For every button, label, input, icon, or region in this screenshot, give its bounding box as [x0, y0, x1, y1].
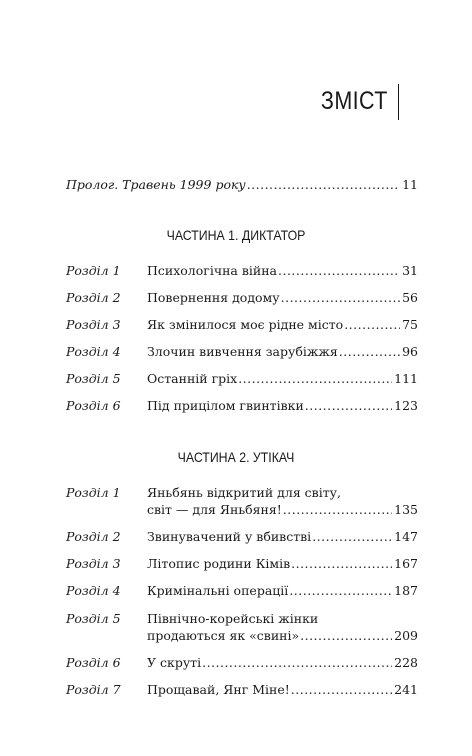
chapter-page: 209: [394, 628, 418, 643]
chapter-page: 167: [394, 556, 418, 571]
toc-entry[interactable]: [66, 397, 418, 414]
chapter-title: Психологічна війна: [147, 263, 277, 278]
title-divider: [398, 84, 399, 120]
chapter-title: Злочин вивчення зарубіжжя: [147, 344, 338, 359]
chapter-page: 123: [394, 398, 418, 413]
chapter-page: 135: [394, 502, 418, 517]
chapter-title: Під прицілом гвинтівки: [147, 398, 304, 413]
leader-dots: [305, 397, 392, 414]
toc-entry[interactable]: [66, 582, 418, 599]
prologue-page: 11: [402, 177, 418, 192]
leader-dots: [202, 654, 392, 671]
chapter-label: Розділ 2: [66, 290, 121, 305]
chapter-page: 241: [394, 682, 418, 697]
toc-entry[interactable]: [66, 681, 418, 698]
chapter-page: 31: [402, 263, 418, 278]
part-2-title: ЧАСТИНА 2. УТІКАЧ: [177, 449, 295, 465]
chapter-title: Яньбянь відкритий для світу,: [147, 485, 341, 500]
chapter-label: Розділ 4: [66, 583, 121, 598]
leader-dots: [278, 262, 400, 279]
toc-entry[interactable]: [66, 555, 418, 572]
chapter-label: Розділ 6: [66, 655, 121, 670]
leader-dots: [300, 627, 392, 644]
chapter-label: Розділ 1: [66, 263, 121, 278]
toc-entry[interactable]: [66, 316, 418, 333]
leader-dots: [339, 343, 400, 360]
chapter-label: Розділ 1: [66, 485, 121, 500]
chapter-label: Розділ 7: [66, 682, 121, 697]
chapter-page: 111: [394, 371, 418, 386]
chapter-page: 56: [402, 290, 418, 305]
chapter-title: У скруті: [147, 655, 202, 670]
toc-entry[interactable]: [66, 484, 418, 518]
toc-entry[interactable]: [66, 370, 418, 387]
part-1-title: ЧАСТИНА 1. ДИКТАТОР: [166, 227, 306, 243]
chapter-label: Розділ 3: [66, 317, 121, 332]
leader-dots: [312, 528, 392, 545]
chapter-page: 147: [394, 529, 418, 544]
toc-entry[interactable]: [66, 654, 418, 671]
chapter-title: Останній гріх: [147, 371, 238, 386]
leader-dots: [281, 289, 400, 306]
chapter-page: 96: [402, 344, 418, 359]
leader-dots: [283, 501, 392, 518]
chapter-title: Звинувачений у вбивстві: [147, 529, 312, 544]
leader-dots: [247, 176, 400, 193]
chapter-label: Розділ 2: [66, 529, 121, 544]
toc-entry[interactable]: [66, 289, 418, 306]
chapter-title-continued: світ — для Яньбяня!: [147, 502, 282, 517]
leader-dots: [344, 316, 400, 333]
leader-dots: [291, 555, 392, 572]
toc-entry[interactable]: [66, 610, 418, 644]
prologue-title: Пролог. Травень 1999 року: [66, 177, 246, 192]
chapter-title: Кримінальні операції: [147, 583, 289, 598]
leader-dots: [291, 681, 392, 698]
chapter-title: Літопис родини Кімів: [147, 556, 291, 571]
chapter-page: 187: [394, 583, 418, 598]
toc-entry[interactable]: [66, 262, 418, 279]
prologue-entry[interactable]: [66, 176, 418, 193]
chapter-title: Прощавай, Янг Міне!: [147, 682, 290, 697]
chapter-label: Розділ 4: [66, 344, 121, 359]
leader-dots: [289, 582, 392, 599]
chapter-label: Розділ 3: [66, 556, 121, 571]
chapter-page: 228: [394, 655, 418, 670]
chapter-title: Повернення додому: [147, 290, 280, 305]
toc-entry[interactable]: [66, 343, 418, 360]
leader-dots: [238, 370, 392, 387]
chapter-title: Як змінилося моє рідне місто: [147, 317, 344, 332]
chapter-title: Північно-корейські жінки: [147, 611, 319, 626]
chapter-label: Розділ 5: [66, 611, 121, 626]
toc-entry[interactable]: [66, 528, 418, 545]
page-title: ЗМІСТ: [321, 87, 388, 115]
chapter-label: Розділ 5: [66, 371, 121, 386]
chapter-label: Розділ 6: [66, 398, 121, 413]
chapter-title-continued: продаються як «свині»: [147, 628, 300, 643]
chapter-page: 75: [402, 317, 418, 332]
